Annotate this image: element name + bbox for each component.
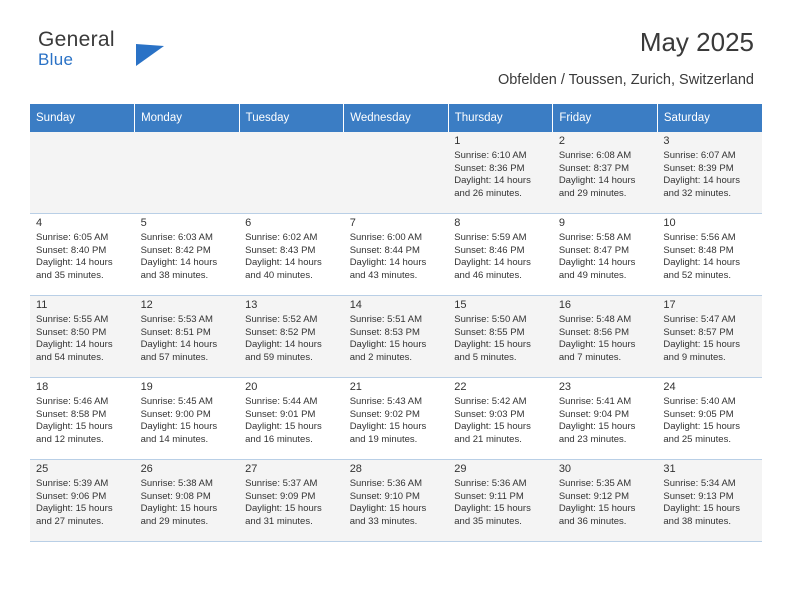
calendar-day-cell (553, 214, 658, 296)
calendar-day-info-line: and 52 minutes. (663, 269, 731, 281)
calendar-day-info-line: and 12 minutes. (36, 433, 104, 445)
calendar-day-info (663, 478, 757, 528)
calendar-day-info-line: Sunrise: 5:56 AM (663, 232, 736, 244)
calendar-day-info-line: and 57 minutes. (140, 351, 209, 363)
calendar-day-info-line: Daylight: 15 hours (663, 421, 740, 433)
calendar-day-info-line: Sunrise: 5:45 AM (140, 396, 213, 408)
calendar-day-info-line: Sunset: 8:53 PM (349, 326, 420, 338)
calendar-week-row (30, 214, 762, 296)
calendar-day-info (350, 314, 444, 364)
calendar-day-info-line: Sunset: 8:37 PM (558, 162, 630, 174)
calendar-day-info-line: and 35 minutes. (454, 515, 522, 527)
calendar-day-number: 8 (454, 217, 461, 229)
calendar-day-info (454, 314, 548, 364)
calendar-day-cell (344, 460, 449, 542)
calendar-day-info-line: Sunset: 9:00 PM (140, 408, 211, 420)
calendar-body (30, 132, 762, 542)
sunrise-sunset-calendar-table (30, 104, 762, 542)
calendar-day-info (663, 396, 757, 446)
calendar-day-info-line: Sunrise: 5:50 AM (454, 314, 527, 326)
calendar-day-cell (448, 460, 553, 542)
calendar-day-info-line: Sunrise: 5:44 AM (245, 396, 318, 408)
calendar-day-info-line: Daylight: 14 hours (558, 257, 636, 269)
calendar-week-row (30, 460, 762, 542)
calendar-day-info (454, 478, 548, 528)
calendar-day-cell (344, 214, 449, 296)
calendar-day-info (36, 314, 130, 364)
calendar-day-number: 3 (663, 135, 670, 147)
calendar-day-cell-empty (239, 132, 344, 214)
calendar-day-info-line: and 29 minutes. (558, 187, 627, 199)
calendar-day-info-line: Daylight: 15 hours (349, 421, 427, 433)
calendar-day-cell (239, 460, 344, 542)
calendar-day-info (36, 232, 130, 282)
logo-text-general: General (38, 28, 115, 51)
weekday-header-wednesday: Wednesday (344, 104, 449, 132)
calendar-day-info-line: and 27 minutes. (36, 515, 104, 527)
calendar-day-info-line: Sunset: 9:13 PM (663, 490, 734, 502)
calendar-day-info-line: Daylight: 14 hours (36, 257, 113, 269)
calendar-day-info-line: Sunrise: 6:00 AM (349, 232, 423, 244)
calendar-day-info (454, 232, 548, 282)
calendar-day-cell (448, 296, 553, 378)
calendar-day-info-line: Sunset: 8:44 PM (349, 244, 420, 256)
calendar-day-info-line: Sunrise: 5:48 AM (558, 314, 632, 326)
calendar-day-info (141, 478, 235, 528)
calendar-day-info-line: Sunrise: 5:36 AM (454, 478, 527, 490)
calendar-week-row (30, 378, 762, 460)
calendar-day-info (36, 478, 130, 528)
calendar-day-number: 2 (558, 135, 565, 147)
page-title: May 2025 (639, 27, 754, 57)
calendar-day-number: 7 (349, 217, 356, 229)
calendar-day-info (245, 478, 339, 528)
calendar-day-info-line: Sunset: 8:57 PM (663, 326, 734, 338)
calendar-week-row (30, 296, 762, 378)
calendar-day-info-line: Sunrise: 5:37 AM (245, 478, 318, 490)
calendar-day-info-line: Daylight: 15 hours (349, 503, 427, 515)
calendar-day-info-line: Sunrise: 5:58 AM (558, 232, 632, 244)
calendar-day-number: 11 (36, 299, 48, 311)
calendar-day-info-line: Sunrise: 5:51 AM (349, 314, 423, 326)
calendar-day-cell (30, 460, 135, 542)
calendar-day-info-line: Daylight: 15 hours (558, 503, 636, 515)
calendar-day-info-line: Sunset: 9:08 PM (140, 490, 211, 502)
calendar-day-cell (657, 296, 762, 378)
calendar-day-number: 21 (349, 381, 362, 393)
calendar-day-cell (448, 132, 553, 214)
calendar-day-number: 19 (140, 381, 153, 393)
calendar-day-info-line: Daylight: 15 hours (454, 503, 531, 515)
calendar-day-info-line: Sunrise: 6:02 AM (245, 232, 318, 244)
calendar-day-info-line: Daylight: 14 hours (663, 175, 740, 187)
calendar-day-info-line: Sunrise: 5:36 AM (349, 478, 423, 490)
calendar-day-number: 29 (454, 463, 467, 475)
calendar-day-info-line: Daylight: 15 hours (558, 339, 636, 351)
calendar-day-number: 15 (454, 299, 467, 311)
calendar-day-number: 17 (663, 299, 676, 311)
calendar-day-info-line: Sunset: 8:52 PM (245, 326, 316, 338)
weekday-header-saturday: Saturday (657, 104, 762, 132)
calendar-day-info-line: Daylight: 15 hours (140, 503, 218, 515)
calendar-day-cell (657, 378, 762, 460)
calendar-day-info-line: Daylight: 14 hours (36, 339, 113, 351)
calendar-day-number: 9 (558, 217, 565, 229)
calendar-day-number: 13 (245, 299, 258, 311)
calendar-day-info-line: Daylight: 14 hours (140, 339, 218, 351)
calendar-day-info-line: and 29 minutes. (140, 515, 209, 527)
calendar-day-info (350, 232, 444, 282)
logo[interactable] (38, 28, 178, 72)
calendar-day-number: 25 (36, 463, 49, 475)
calendar-day-info-line: and 59 minutes. (245, 351, 313, 363)
calendar-day-info (663, 150, 757, 200)
calendar-day-info-line: Sunset: 9:03 PM (454, 408, 525, 420)
calendar-day-info-line: and 38 minutes. (663, 515, 731, 527)
calendar-day-info-line: and 23 minutes. (558, 433, 627, 445)
calendar-day-info-line: Sunrise: 6:03 AM (140, 232, 213, 244)
calendar-day-info-line: Sunrise: 6:08 AM (558, 150, 632, 162)
calendar-day-info-line: and 40 minutes. (245, 269, 313, 281)
calendar-day-cell (344, 378, 449, 460)
calendar-day-info-line: Sunrise: 5:59 AM (454, 232, 527, 244)
weekday-header-row (30, 104, 762, 132)
calendar-day-info (559, 314, 653, 364)
calendar-day-info (350, 478, 444, 528)
calendar-day-number: 31 (663, 463, 676, 475)
calendar-day-number: 23 (558, 381, 572, 393)
calendar-day-info (559, 232, 653, 282)
calendar-day-info-line: and 35 minutes. (36, 269, 104, 281)
calendar-day-info (559, 396, 653, 446)
calendar-day-number: 24 (663, 381, 676, 393)
calendar-day-info-line: Daylight: 15 hours (454, 339, 531, 351)
calendar-day-cell (135, 214, 240, 296)
calendar-day-info-line: and 46 minutes. (454, 269, 522, 281)
calendar-day-cell (553, 132, 658, 214)
calendar-day-info (245, 396, 339, 446)
calendar-day-number: 22 (454, 381, 467, 393)
calendar-day-info-line: Sunset: 9:02 PM (349, 408, 420, 420)
calendar-day-info-line: and 33 minutes. (349, 515, 418, 527)
calendar-day-info (141, 396, 235, 446)
calendar-day-info-line: Sunrise: 5:47 AM (663, 314, 736, 326)
calendar-day-info-line: Sunset: 8:36 PM (454, 162, 525, 174)
calendar-day-cell (553, 296, 658, 378)
calendar-day-info-line: Sunset: 9:01 PM (245, 408, 316, 420)
calendar-day-info-line: Sunset: 8:55 PM (454, 326, 525, 338)
calendar-day-info-line: Daylight: 15 hours (663, 339, 740, 351)
calendar-day-info-line: Sunrise: 5:41 AM (558, 396, 632, 408)
calendar-day-info (36, 396, 130, 446)
calendar-day-info-line: Sunrise: 5:46 AM (36, 396, 109, 408)
calendar-day-cell (657, 132, 762, 214)
calendar-day-info-line: and 31 minutes. (245, 515, 313, 527)
calendar-day-info-line: Daylight: 15 hours (245, 503, 322, 515)
calendar-day-info-line: Sunrise: 5:52 AM (245, 314, 318, 326)
calendar-day-info-line: and 14 minutes. (140, 433, 209, 445)
calendar-day-cell (30, 378, 135, 460)
calendar-day-info-line: and 38 minutes. (140, 269, 209, 281)
calendar-day-info-line: Daylight: 14 hours (663, 257, 740, 269)
calendar-day-info-line: Daylight: 15 hours (349, 339, 427, 351)
calendar-day-info-line: Sunset: 8:50 PM (36, 326, 107, 338)
calendar-day-info-line: Sunset: 9:09 PM (245, 490, 316, 502)
calendar-day-info-line: Sunrise: 6:05 AM (36, 232, 109, 244)
calendar-day-number: 27 (245, 463, 258, 475)
calendar-day-info-line: Sunset: 8:46 PM (454, 244, 525, 256)
calendar-day-info-line: and 16 minutes. (245, 433, 313, 445)
calendar-day-info-line: Sunset: 9:06 PM (36, 490, 107, 502)
calendar-day-info-line: Sunrise: 5:38 AM (140, 478, 213, 490)
weekday-header-friday: Friday (553, 104, 658, 132)
weekday-header-monday: Monday (135, 104, 240, 132)
calendar-day-info-line: Sunset: 8:56 PM (558, 326, 630, 338)
calendar-day-info-line: Daylight: 14 hours (558, 175, 636, 187)
calendar-day-info (245, 232, 339, 282)
calendar-day-info-line: Sunrise: 6:07 AM (663, 150, 736, 162)
calendar-day-info-line: Sunset: 8:39 PM (663, 162, 734, 174)
calendar-day-info-line: and 26 minutes. (454, 187, 522, 199)
calendar-day-cell (448, 378, 553, 460)
calendar-day-info-line: Daylight: 14 hours (245, 257, 322, 269)
calendar-day-info-line: Sunset: 9:10 PM (349, 490, 420, 502)
calendar-day-info-line: Sunset: 9:12 PM (558, 490, 630, 502)
calendar-day-info-line: Daylight: 15 hours (140, 421, 218, 433)
logo-text-blue: Blue (38, 50, 74, 69)
calendar-day-info (663, 314, 757, 364)
calendar-day-number: 26 (140, 463, 153, 475)
calendar-day-cell (553, 460, 658, 542)
calendar-day-info (350, 396, 444, 446)
calendar-day-info-line: Daylight: 14 hours (454, 175, 531, 187)
calendar-day-info-line: Sunrise: 5:39 AM (36, 478, 109, 490)
calendar-day-info-line: Sunset: 8:43 PM (245, 244, 316, 256)
calendar-day-info-line: and 54 minutes. (36, 351, 104, 363)
calendar-week-row (30, 132, 762, 214)
calendar-day-number: 1 (454, 135, 461, 147)
calendar-day-cell (135, 296, 240, 378)
calendar-day-info-line: and 43 minutes. (349, 269, 418, 281)
calendar-day-number: 28 (349, 463, 362, 475)
calendar-day-info-line: Sunset: 8:42 PM (140, 244, 211, 256)
calendar-day-info (245, 314, 339, 364)
weekday-header-sunday: Sunday (30, 104, 135, 132)
calendar-day-number: 18 (36, 381, 49, 393)
calendar-day-info-line: Sunset: 8:48 PM (663, 244, 734, 256)
calendar-day-number: 6 (245, 217, 252, 229)
calendar-day-info-line: Sunrise: 5:42 AM (454, 396, 527, 408)
calendar-day-info (454, 150, 548, 200)
calendar-day-info (141, 232, 235, 282)
calendar-day-info-line: and 36 minutes. (558, 515, 627, 527)
calendar-day-info-line: Sunrise: 5:35 AM (558, 478, 632, 490)
calendar-day-info-line: Daylight: 15 hours (558, 421, 636, 433)
calendar-day-cell (30, 296, 135, 378)
calendar-day-info-line: Sunset: 8:40 PM (36, 244, 107, 256)
calendar-day-number: 4 (36, 217, 43, 229)
calendar-day-number: 5 (140, 217, 147, 229)
calendar-day-info-line: Daylight: 15 hours (36, 421, 113, 433)
calendar-day-cell (344, 296, 449, 378)
calendar-day-info-line: Sunrise: 5:55 AM (36, 314, 109, 326)
calendar-day-info-line: Sunrise: 6:10 AM (454, 150, 527, 162)
calendar-day-cell (657, 460, 762, 542)
calendar-day-info-line: Daylight: 14 hours (349, 257, 427, 269)
calendar-day-info-line: Sunset: 8:58 PM (36, 408, 107, 420)
calendar-day-info-line: and 21 minutes. (454, 433, 522, 445)
calendar-day-cell (135, 460, 240, 542)
calendar-day-info-line: Sunset: 8:51 PM (140, 326, 211, 338)
calendar-day-cell-empty (30, 132, 135, 214)
calendar-day-cell (553, 378, 658, 460)
calendar-day-number: 20 (245, 381, 258, 393)
calendar-day-cell (448, 214, 553, 296)
calendar-day-info-line: Sunset: 8:47 PM (558, 244, 630, 256)
calendar-day-info (559, 478, 653, 528)
calendar-day-info-line: and 25 minutes. (663, 433, 731, 445)
blue-flag-icon (134, 44, 166, 66)
calendar-day-info-line: Daylight: 14 hours (454, 257, 531, 269)
calendar-day-info (559, 150, 653, 200)
calendar-day-info-line: and 7 minutes. (558, 351, 622, 363)
location-subtitle: Obfelden / Toussen, Zurich, Switzerland (497, 72, 754, 88)
calendar-day-info-line: Daylight: 14 hours (140, 257, 218, 269)
calendar-day-info (454, 396, 548, 446)
calendar-day-number: 30 (558, 463, 572, 475)
calendar-day-info-line: Sunrise: 5:40 AM (663, 396, 736, 408)
calendar-day-cell (239, 296, 344, 378)
weekday-header-tuesday: Tuesday (239, 104, 344, 132)
calendar-day-cell-empty (135, 132, 240, 214)
calendar-day-info-line: Daylight: 15 hours (663, 503, 740, 515)
calendar-day-info-line: Sunrise: 5:43 AM (349, 396, 423, 408)
calendar-day-cell (135, 378, 240, 460)
page-header (30, 0, 762, 88)
calendar-day-info-line: Daylight: 15 hours (245, 421, 322, 433)
calendar-day-cell (30, 214, 135, 296)
calendar-day-info-line: and 5 minutes. (454, 351, 517, 363)
calendar-day-info-line: Sunrise: 5:53 AM (140, 314, 213, 326)
calendar-day-info-line: and 9 minutes. (663, 351, 726, 363)
calendar-day-number: 14 (349, 299, 362, 311)
calendar-day-info-line: and 2 minutes. (349, 351, 413, 363)
calendar-day-info-line: Sunset: 9:11 PM (454, 490, 524, 502)
calendar-day-info-line: Sunset: 9:04 PM (558, 408, 630, 420)
weekday-header-thursday: Thursday (448, 104, 553, 132)
calendar-day-info-line: Daylight: 15 hours (454, 421, 531, 433)
calendar-day-number: 10 (663, 217, 676, 229)
calendar-day-info-line: Sunrise: 5:34 AM (663, 478, 736, 490)
calendar-day-cell (239, 214, 344, 296)
calendar-day-cell-empty (344, 132, 449, 214)
calendar-day-number: 12 (140, 299, 153, 311)
calendar-day-info-line: Daylight: 15 hours (36, 503, 113, 515)
calendar-day-info-line: Sunset: 9:05 PM (663, 408, 734, 420)
calendar-day-info (141, 314, 235, 364)
calendar-day-cell (657, 214, 762, 296)
calendar-day-info (663, 232, 757, 282)
calendar-day-cell (239, 378, 344, 460)
calendar-day-info-line: and 19 minutes. (349, 433, 418, 445)
calendar-day-info-line: and 49 minutes. (558, 269, 627, 281)
calendar-day-info-line: and 32 minutes. (663, 187, 731, 199)
calendar-day-info-line: Daylight: 14 hours (245, 339, 322, 351)
calendar-day-number: 16 (558, 299, 572, 311)
